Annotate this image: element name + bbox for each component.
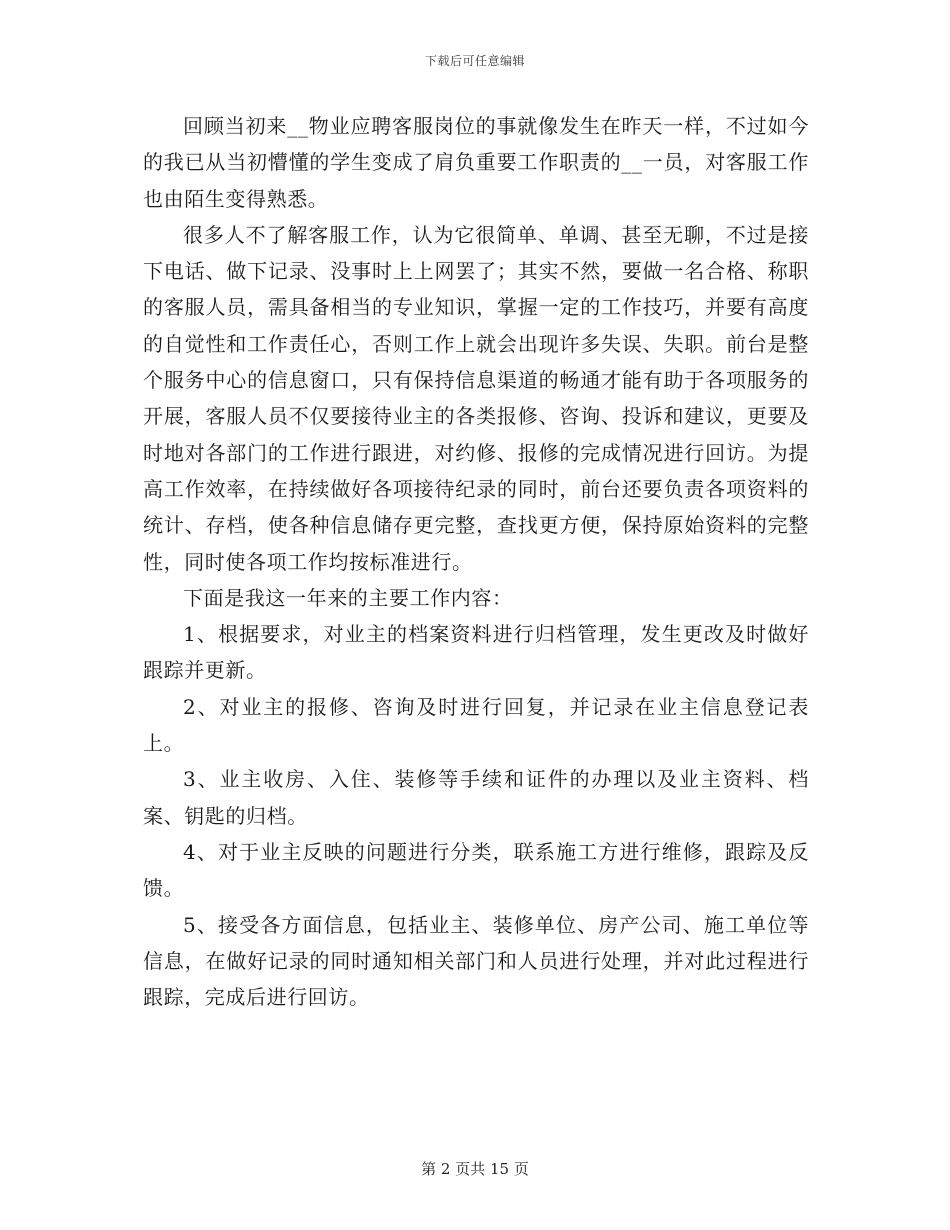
list-item-2: 2、对业主的报修、咨询及时进行回复，并记录在业主信息登记表上。 <box>143 694 809 756</box>
paragraph-work-list-heading: 下面是我这一年来的主要工作内容： <box>183 585 513 610</box>
list-item-5: 5、接受各方面信息，包括业主、装修单位、房产公司、施工单位等信息，在做好记录的同时通知相关部门和人员进行处理，并对此过程进行跟踪，完成后进行回访。 <box>143 912 809 1010</box>
list-item-3: 3、业主收房、入住、装修等手续和证件的办理以及业主资料、档案、钥匙的归档。 <box>143 767 809 828</box>
paragraph-intro: 回顾当初来__物业应聘客服岗位的事就像发生在昨天一样，不过如今的我已从当初懵懂的学生变成了肩负重要工作职责的__一员，对客服工作也由陌生变得熟悉。 <box>143 114 809 211</box>
page-number: 第 2 页共 15 页 <box>421 1160 529 1178</box>
list-item-4: 4、对于业主反映的问题进行分类，联系施工方进行维修，跟踪及反馈。 <box>143 839 809 901</box>
page-header-note: 下载后可任意编辑 <box>424 54 525 68</box>
paragraph-job-description: 很多人不了解客服工作，认为它很简单、单调、甚至无聊，不过是接下电话、做下记录、没事时上上网罢了；其实不然，要做一名合格、称职的客服人员，需具备相当的专业知识，掌握一定的工作技巧，并要有高度的自觉性和工作责任心，否则工作上就会出现许多失误、失职。前台是整个服务中心的信息窗口，只有保持信息渠道的畅通才能有助于各项服务的开展，客服人员不仅要接待业主的各类报修、咨询、投诉和建议，更要及时地对各部门的工作进行跟进，对约修、报修的完成情况进行回访。为提高工作效率，在持续做好各项接待纪录的同时，前台还要负责各项资料的统计、存档，使各种信息储存更完整，查找更方便，保持原始资料的完整性，同时使各项工作均按标准进行。 <box>143 222 809 574</box>
document-body <box>143 108 809 1015</box>
list-item-1: 1、根据要求，对业主的档案资料进行归档管理，发生更改及时做好跟踪并更新。 <box>143 622 809 683</box>
